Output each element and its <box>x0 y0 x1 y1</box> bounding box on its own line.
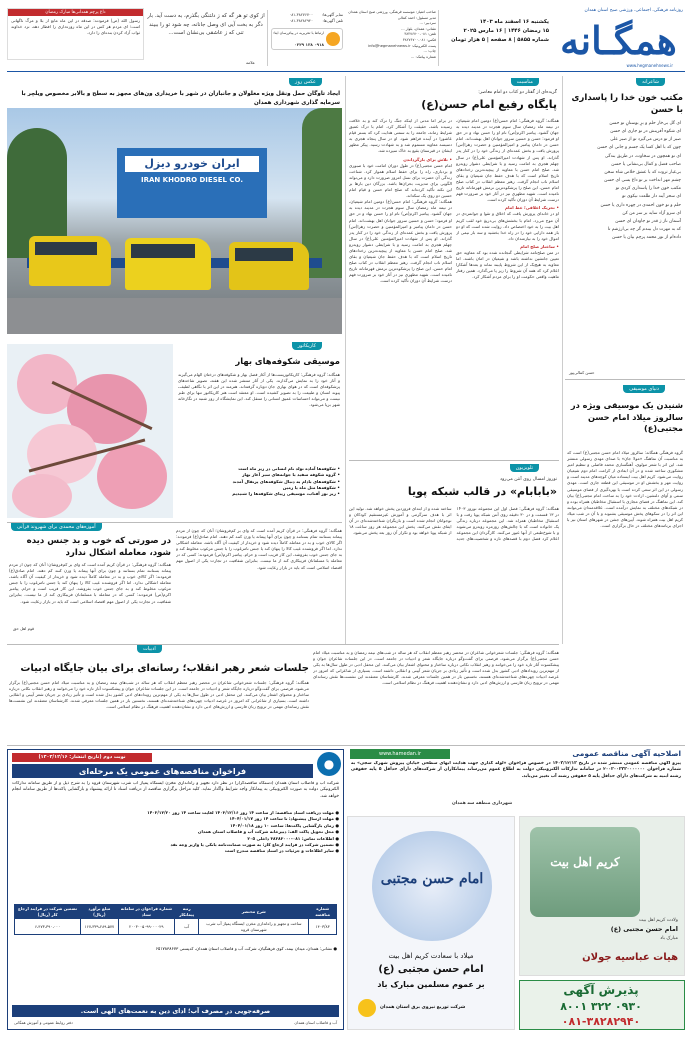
bullet-item: • زیر نور آفتاب، موسیقی زیبای شکوفه‌ها را شنیدیم <box>232 491 340 497</box>
article-body: گروه فرهنگی همگانه: سالروز میلاد امام حسن مجتبی(ع) است که به مناسبت آن نماهنگ «مولا جان» با صدای مهدی رسولی منتشر شد. این اثر با شعر مولوی، آهنگسازی محمد فاضلی و تنظیم امیر مشکوری ساخته شده و در آن ابعادی از کرامت امام دوم شیعیان روایت می‌شود. کریم اهل بیت ایستاده میان کوچه‌های مدینه است و روایت مهر و بخشش او در موسیقی این قطعه جاری است. مهدی رسولی در این اثر سعی کرده است با بهره‌گیری از فضای موسیقی سنتی و آوای دلنشین، ارادت خود را به ساحت امام مجتبی(ع) بیان کند. این نماهنگ در فضای مجازی با استقبال مخاطبان همراه بوده و در شبکه‌های مختلف به نمایش درآمده است. علاقه‌مندان می‌توانند این اثر را در سکوهای پخش موسیقی بشنوند و با آن در شب میلاد کریم اهل بیت همراه شوند. آیین‌های جشن در شهرهای استان نیز با اجرای برنامه‌های مختلف در حال برگزاری است. <box>567 450 683 529</box>
newspaper-logo: همگـانه <box>560 18 677 63</box>
advertising-title: پذیرش آگهی <box>563 983 639 997</box>
top-tagline: روزنامه فرهنگی، اجتماعی، ورزشی صبح استان همدان <box>584 8 683 13</box>
tender-address: ● نشانی: همدان، میدان بیمه، کوی فرهنگیان، شرکت آب و فاضلاب استان همدان، کدپستی ۶۵۱۷۸۳۸۶۷۳ <box>155 946 337 951</box>
section-label: عکس روز <box>289 78 322 86</box>
advertising-phone[interactable]: ۰۸۱-۳۸۲۸۲۹۴۰ <box>561 1015 641 1028</box>
correction-signoff: شهرداری منطقه سه همدان <box>452 801 513 806</box>
tender-slogan: صرفه‌جویی در مصرف آب؛ ادای دین به نعمت‌های الهی است. <box>12 1005 339 1017</box>
table-header: رتبه پیمانکار <box>175 905 199 919</box>
bullet-item: • شکوفه‌ها آماده تولد نام انسانی در زیر ماه است <box>238 466 340 471</box>
tender-ad <box>7 749 344 1030</box>
article-kicker: نوروز امسال روی آنتن می‌رود <box>500 477 557 482</box>
table-header: شرح مختصر <box>199 905 309 919</box>
section-label: مناسبت <box>511 78 539 86</box>
subhead: • تحریک اخلاقی؛ خط امام <box>504 205 559 211</box>
article-body: در برابر اما مدتی از اینکه جنگ را ترک کند و به خلافت رسیده باشد، حقیقت را آشکار کرد. امام با درک عمیق شرایط زمانه، جامعه را به سمتی هدایت کرد که بستر قیام عاشورا در آینده فراهم شود. او در سال پنجاه هجری به دسیسه معاویه مسموم شد و به شهادت رسید. پیکر مطهر ایشان در قبرستان بقیع به خاک سپرده شد. <box>349 118 452 154</box>
ramadan-label: داغ پرچم همدانی‌ها مبارک رمضان <box>8 9 143 16</box>
article-title: مکتب خون خدا را پاسداری با حسن <box>571 93 683 115</box>
tender-item: ● مهلت دریافت اسناد مناقصه: از ساعت ۱۴ روز ۱۴۰۳/۱۲/۱۶ لغایت ساعت ۱۴ روز ۱۴۰۳/۱۲/۲۰ <box>147 810 339 815</box>
newspaper-page <box>7 8 685 1030</box>
imprint-line: فکس: ۰۸۱-۳۸۲۷۶۷۰۰ <box>402 37 436 42</box>
greeting-ad-electricity <box>347 816 515 1030</box>
article-body: همگانه: گروه فرهنگی: فصل اول این مجموعه نوروز ۱۴۰۳ در ۱۳ قسمت و در ۳۰ دقیقه روی آنتن شبکه پویا رفت و با استقبال مخاطبان همراه شد. این مجموعه درباره زندگی یک خانواده است که با چالش‌های روزمره روبه‌رو می‌شوند و با شوخ‌طبعی از آنها عبور می‌کنند. کارگردان این مجموعه اعلام کرد فصل دوم با قصه‌های تازه و شخصیت‌های جدید ساخته شده و از ابتدای فروردین پخش خواهد شد. تولید این اثر با هدف سرگرمی و آموزش غیرمستقیم کودکان و نوجوانان انجام شده است و بازیگران شناخته‌شده‌ای در آن ایفای نقش می‌کنند. پخش این مجموعه هر روز ساعت ۱۸ از شبکه پویا خواهد بود و تکرار آن روز بعد پخش می‌شود. <box>349 506 559 542</box>
tender-brand: آب و فاضلاب استان همدان <box>294 1020 337 1025</box>
greeting-sub: بر عموم مسلمین مبارک باد <box>377 980 485 989</box>
greeting-line: ولادت کریم اهل بیت <box>639 918 678 923</box>
eitaa-icon <box>326 32 340 46</box>
van <box>29 236 111 286</box>
section-label: کاریکاتور <box>292 342 322 350</box>
power-company-logo <box>358 999 376 1017</box>
blossom-photo <box>7 344 173 518</box>
municipality-url[interactable]: www.hamedan.ir <box>350 749 450 759</box>
van <box>125 238 211 290</box>
table-header: مبلغ برآورد (ریال) <box>81 905 119 919</box>
qr-phone: ۰۹۱۸ ۱۳۸ ۰۲۲۹ <box>294 42 324 47</box>
table-cell: ۲۰۰۳۰۰۵۰۹۹۰۰۰۰۲۹ <box>118 919 175 935</box>
quran-block <box>7 522 342 634</box>
article-kicker: گزیده‌ای از گفتار دو کتاب دو امام معاصر: <box>478 90 557 95</box>
greeting-name: امام حسن مجتبی (ع) <box>610 925 678 933</box>
site-url[interactable]: www.hegmanehnews.ir <box>626 63 673 68</box>
article-body: همگانه: گروه فرهنگی: امام حسن(ع) دومین امام شیعیان، در نیمه ماه رمضان سال سوم هجرت در مدینه دیده به جهان گشود. پیامبر اکرم(ص) نام او را حسن نهاد و در حق او فرمود: حسن و حسین سرور جوانان اهل بهشت‌اند. امام حسن در دامان پیامبر و امیرالمؤمنین و حضرت زهرا(س) پرورش یافت و بخش عمده‌ای از زندگی خود را در کنار پدر گذراند. او پس از شهادت امیرالمؤمنین علی(ع) در سال چهلم هجری به امامت رسید و با شرایطی دشوار روبه‌رو شد. صلح امام حسن با معاویه از پیچیده‌ترین رخدادهای تاریخ اسلام است که با هدف حفظ جان شیعیان و بقای اسلام ناب انجام گرفت. رهبر معظم انقلاب در کتاب صلح امام حسن، این صلح را پرشکوه‌ترین نرمش قهرمانانه تاریخ نامیده است. شهید مطهری نیز در آثار خود بر ضرورت فهم درست شرایط آن دوران تأکید کرده است. <box>456 118 559 203</box>
tender-table <box>14 904 337 935</box>
section-label: ادبیات <box>137 645 162 653</box>
article-title: جلسات شعر رهبر انقلاب؛ رسانه‌ای برای بیان جایگاه ادبیات <box>20 663 309 674</box>
imprint-line: مدیر مسئول: احمد کمالی <box>397 15 436 20</box>
ramadan-text: رسول الله (ص) فرمودند: صدقه در این ماه مانع از بلا و مرگ ناگهانی است؛ ای مردم هر کس در این ماه روزه‌داری را افطار دهد، نزد خداوند ثواب آزاد کردن بنده‌ای را دارد. <box>11 18 140 36</box>
van <box>229 242 309 290</box>
subhead: • ساختار صلح امام <box>520 243 559 249</box>
building-sign-en: IRAN KHODRO DIESEL CO. <box>140 176 244 184</box>
tender-org: دفتر روابط عمومی و آموزش همگانی <box>14 1020 73 1025</box>
signoff: قوم اهل حق <box>13 626 35 631</box>
imprint-line: چاپ: ... <box>423 49 436 54</box>
article-body: امام حسن مجتبی(ع) در طول دوران امامت خود با صبوری و بردباری، راه را برای حفظ اسلام هموار کرد. شناخت زندگی آن حضرت برای نسل امروز ضرورت دارد و می‌تواند الگویی برای مدیریت بحران‌ها باشد. بزرگان دین بارها بر این نکته تأکید کرده‌اند که صلح امام حسن و قیام امام حسین دو روی یک سکه‌اند. <box>349 162 452 199</box>
article-col-left <box>349 118 452 458</box>
date-hijri-gregorian: ۱۵ رمضان ۱۴۴۶ | ۱۶ مارس ۲۰۲۵ <box>463 28 549 34</box>
date-persian: یکشنبه ۱۶ اسفند ماه ۱۴۰۳ <box>479 19 549 25</box>
poem-quote: از کوی تو هر گه که ز دلتنگی بگذرم، به دست آید. بار دگر به بخت آیی ای وصل جانانه، چه شود تو را ببیند تنی که ز عاشقی بی‌نشان است... <box>147 13 265 36</box>
issue-number: شماره ۵۸۵۵ | ۸ صفحه | ۵ هزار تومان <box>451 37 549 43</box>
ads-label: نمابر آگهی‌ها: <box>322 12 343 17</box>
tender-item: ● زمان بازگشایی پاکت‌ها: ساعت ۱۰ روز ۱۴۰۴/۰۱/۱۸ <box>230 822 339 828</box>
article-body: در متن صلح‌نامه شرایطی گنجانده شده بود که معاویه حق تعیین جانشین نداشته باشد و شیعیان در امان باشند. اما معاویه به هیچ‌یک از این شروط پایبند نماند و بعدها آشکارا اعلام کرد که همه آن شروط را زیر پا می‌گذارد. همین رفتار ماهیت واقعی حکومت او را برای مردم آشکار کرد. <box>456 249 559 280</box>
tender-item: ● تضمین شرکت در فرایند ارجاع کار: به صورت ضمانت‌نامه بانکی یا واریز وجه نقد <box>170 842 339 848</box>
masthead-logo-block <box>440 8 685 70</box>
tender-title: فراخوان مناقصه‌های عمومی یک مرحله‌ای <box>12 764 313 778</box>
photo-caption: ایجاد تاوگان حمل ونقل ویژه معلولان و جانبازان در شهر با خریداری ون‌های مجهز به سطح و بالابر مخصوص ویلچر با سرمایه گذاری شهرداری همدان <box>21 91 340 106</box>
ads-label: تلفن آگهی‌ها: <box>322 18 343 23</box>
article-title: شنیدن یک موسیقی ویژه در سالروز میلاد امام حسن مجتبی(ع) <box>570 400 683 433</box>
ads-phone: ۰۸۱-۳۸۲۸۲۹۴۰ <box>289 18 313 23</box>
table-header: شماره مناقصه <box>309 905 337 919</box>
imprint-line: سردبیر: ... <box>419 21 436 26</box>
tender-item: ● اطلاعات تماس: ۰۸۱-۳۸۲۸۳۰۰۰ داخلی ۲۰۵ <box>247 835 339 841</box>
table-cell: ۱۴۰۳/۸۳ <box>309 919 337 935</box>
section-label: آموزه‌های محمدی برای شهروند قرآنی <box>11 523 102 531</box>
literature-block <box>7 644 559 744</box>
caricature-block <box>176 342 342 518</box>
shrine-image <box>530 827 640 917</box>
bullet-item: • شکوفه‌های بادام به دنبال شکوفه‌های پرتقال آمدند <box>232 478 340 484</box>
ads-contact-block <box>313 12 343 24</box>
article-body: همگانه: گروه فرهنگی: در قرآن کریم آمده است که وای بر کم‌فروشان؛ آنان که چون از مردم پیمانه بستانند تمام بستانند و چون برای آنها پیمانه یا وزن کنند کم دهند. امام صادق(ع) فرمودند: اگر کالای خوب و بد در معامله کاملاً دیده شود و خریدار از کیفیت آن آگاه باشد، معامله اشکالی ندارد. اما اگر فروشنده عیب کالا را پنهان کند یا جنس نامرغوب را با جنس مرغوب مخلوط کند و به جای جنس خوب بفروشد، این کار فریب است و حرام. پیامبر اکرم(ص) فرمودند: کسی که در معامله با مسلمانان فریبکاری کند از ما نیست. بنابراین شفافیت در تجارت یکی از اصول مهم اقتصاد اسلامی است که باید در بازار رعایت شود. <box>9 562 171 604</box>
article-body: همگانه: گروه فرهنگی: امام حسن(ع) دومین امام شیعیان، در نیمه ماه رمضان سال سوم هجرت در مدینه دیده به جهان گشود. پیامبر اکرم(ص) نام او را حسن نهاد و در حق او فرمود: حسن و حسین سرور جوانان اهل بهشت‌اند. امام حسن در دامان پیامبر و امیرالمؤمنین و حضرت زهرا(س) پرورش یافت و بخش عمده‌ای از زندگی خود را در کنار پدر گذراند. او پس از شهادت امیرالمؤمنین علی(ع) در سال چهلم هجری به امامت رسید و با شرایطی دشوار روبه‌رو شد. صلح امام حسن با معاویه از پیچیده‌ترین رخدادهای تاریخ اسلام است که با هدف حفظ جان شیعیان و بقای اسلام ناب انجام گرفت. رهبر معظم انقلاب در کتاب صلح امام حسن، این صلح را پرشکوه‌ترین نرمش قهرمانانه تاریخ نامیده است. شهید مطهری نیز در آثار خود بر ضرورت فهم درست شرایط آن دوران تأکید کرده است. <box>349 199 452 284</box>
right-column <box>565 78 685 644</box>
bullet-item: • شکوفه‌ها مثل ماه یا زمین <box>282 484 340 490</box>
section-label: تلویزیون <box>510 464 539 472</box>
poem-body: ای گل بی‌خار حلم و برِ بوستانِ تو حسن ای شکوه آفرینش در تو جاری ای حسن صبر از تو درس می‌گیرد تو از صبر علی چون که با اهل کسا یک جسم و جانی ای حسن ای تو همچون در سخاوت، در طریق بندگی صاحب فضل و کمال بی‌نشانی یا حسن بی‌غبار ثروت که با عشق خلاص شاه سخن چشم مهر انداخت بر تو داغ بسی ای حسن مکتب خون خدا را پاسداری کردی تو ای سحر آینه دار طلعت نیکوی تو حلم و تو خون احمدی در چهره داری یا حسن ای سرو آزاد سایه بر سر من کن آسمان ناز ز قدر تو جاودان ای حسن که به مهرت دل ببندم گر چه بی‌ارزشم تا داده‌ام از نور محمد پرچم بیان یا حسن <box>597 121 681 241</box>
greeting-line: میلاد با سعادت کریم اهل بیت <box>388 952 474 960</box>
section-label: دنیای موسیقی <box>623 385 665 393</box>
correction-title: اصلاحیه آگهی مناقصه عمومی <box>572 749 681 758</box>
road <box>7 298 342 334</box>
quote-author: علامه <box>245 60 255 65</box>
imprint-line: نشانی: همدان، بلوار ... <box>401 26 436 31</box>
table-header: شماره فراخوان در سامانه ستاد <box>118 905 175 919</box>
ramadan-box <box>7 8 144 60</box>
table-cell: ساخت و تجهیز و راه‌اندازی مخزن ایستگاه پمپاژ آب شرب شهرستان قروه <box>199 919 309 935</box>
table-row <box>15 919 337 935</box>
poet-name: حسن کمالی‌پور <box>569 370 595 375</box>
subhead: • تلاش برای بازگرداندن <box>403 156 452 162</box>
article-title: در صورتی که خوب و بد جنس دیده شود، معامله اشکال ندارد <box>26 536 171 558</box>
imprint-line: صاحب امتیاز: موسسه فرهنگی، ورزشی صبح استان همدان <box>348 10 436 14</box>
tender-intro: شرکت آب و فاضلاب استان همدان (دستگاه مناقصه‌گزار) در نظر دارد تجهیز و راه‌اندازی مخزن ایستگاه پمپاژ آب شرب شهرستان قروه را به شرح ذیل و از طریق سامانه تدارکات الکترونیکی دولت به صورت الکترونیکی به پیمانکار واجد شرایط واگذار نماید. کلیه مراحل برگزاری مناقصه از دریافت اسناد تا ارائه پیشنهاد و بازگشایی پاکت‌ها از طریق سامانه انجام خواهد شد. <box>12 781 339 799</box>
article-body: همگانه: گروه فرهنگی: کاریکاتوریست‌ها از آغاز فصل بهار و شکوفه‌های درختان الهام می‌گیرند و آثار خود را به نمایش می‌گذارند. یکی از آثار منتشر شده این هفته، تصویر شاخه‌های پرشکوفه‌ای است که در هوای بهاری جان دوباره گرفته‌اند. هنرمند در این اثر با نگاهی لطیف، پیوند انسان و طبیعت را به تصویر کشیده است. او معتقد است هنر کاریکاتور تنها برای طنز نیست و می‌تواند احساسات عمیق انسانی را منتقل کند. این نمایشگاه از روز شنبه در نگارخانه شهر برپا می‌شود. <box>178 372 340 408</box>
calligraphy-text: امام حسن مجتبی <box>380 871 484 887</box>
photo-of-day <box>7 78 342 336</box>
table-cell: ۱۶۷،۳۳۹،۲۸۹،۵۷۷ <box>81 919 119 935</box>
ads-phone: ۰۸۱-۳۸۲۷۶۷۰۰ <box>289 12 313 17</box>
article-body: او در خانه‌ای پرورش یافت که اخلاق و تقوا و جوانمردی در آن موج می‌زد. امام با بخشش‌های بی‌دریغ خود لقب کریم اهل بیت را به خود اختصاص داد. روایت شده است که او دو بار همه دارایی خود را در راه خدا بخشید و سه بار نیمی از اموال خود را به نیازمندان داد. <box>456 211 559 241</box>
tender-item: ● سایر اطلاعات و جزئیات در اسناد مناقصه مندرج است <box>224 848 339 854</box>
article-imam-hasan <box>349 78 559 644</box>
correction-body: پیرو آگهی مناقصه عمومی منتشر شده در تاریخ ۱۴۰۳/۱۲/۱۳ در خصوص فراخوان «لوله گذاری جهت هدایت آبهای سطحی خیابان پیروش شهرک سجی» به شماره فراخوان ۲۰۰۳۰۰۳۳۳۰۰۰۰۰۰۰ در سامانه تدارکات الکترونیکی دولت به اطلاع عموم می‌رساند پیمانکاران از شرکت‌های دارای حداقل ۵ پایه حقوقی رشته ابنیه به شرکت‌های دارای حداقل پایه ۵ حقوقی رشته آب تغییر می‌یابد. <box>351 761 681 779</box>
imprint-line: شماره پیامک: ... <box>410 54 436 59</box>
tender-publish-label: نوبت دوم (تاریخ انتشار: ۱۴۰۳/۱۲/۱۶) <box>12 753 152 762</box>
article-title: پایگاه رفیع امام حسن(ع) <box>421 98 557 111</box>
imprint-line: تلفن: ۰۸۱-۳۸۲۷۶۷۰۰ <box>404 32 436 37</box>
article-title: موسیقی شکوفه‌های بهار <box>235 356 340 366</box>
greeting-signoff: هیات عباسیه جولان <box>582 952 678 963</box>
article-col-right <box>456 118 559 458</box>
qr-label: ارتباط با تحریریه در پیام‌رسان ایتا: <box>273 31 324 35</box>
greeting-signoff: شرکت توزیع نیروی برق استان همدان <box>380 1005 466 1010</box>
imprint-block <box>346 10 436 60</box>
table-cell: آب <box>175 919 199 935</box>
article-body: همگانه: گروه فرهنگی: در قرآن کریم آمده است که وای بر کم‌فروشان؛ آنان که چون از مردم پیمانه بستانند تمام بستانند و چون برای آنها پیمانه یا وزن کنند کم دهند. امام صادق(ع) فرمودند: اگر کالای خوب و بد در معامله کاملاً دیده شود و خریدار از کیفیت آن آگاه باشد، معامله اشکالی ندارد. اما اگر فروشنده عیب کالا را پنهان کند یا جنس نامرغوب را با جنس مرغوب مخلوط کند و به جای جنس خوب بفروشد، این کار فریب است و حرام. پیامبر اکرم(ص) فرمودند: کسی که در معامله با مسلمانان فریبکاری کند از ما نیست. بنابراین شفافیت در تجارت یکی از اصول مهم اقتصاد اسلامی است که باید در بازار رعایت شود. <box>176 528 342 570</box>
greeting-line: مبارک باد <box>660 936 678 941</box>
article-body: همگانه: گروه فرهنگی: جلسات شعرخوانی شاعران در محضر رهبر معظم انقلاب که هر ساله در شب‌های نیمه رمضان و به مناسبت میلاد امام حسن مجتبی(ع) برگزار می‌شود، فرصتی برای گفت‌وگو درباره جایگاه شعر و ادبیات در جامعه است. در این جلسات شاعران جوان و پیشکسوت آثار تازه خود را می‌خوانند و رهبر انقلاب نکاتی درباره ساختار و محتوای اشعار بیان می‌کنند. این محفل ادبی در طول سال‌ها به یکی از مهم‌ترین رویدادهای ادبی کشور بدل شده است و تأثیر زیادی بر جریان شعر آیینی و انقلابی داشته است. بسیاری از شاعرانی که امروز در عرصه ادبیات چهره‌های شناخته‌شده‌ای هستند، نخستین بار در همین جلسات معرفی شدند. کارشناسان معتقدند این نشست‌ها نقش رسانه‌ای مهمی در ترویج زبان فارسی و ارزش‌های ادبی دارد و نشان‌دهنده اهمیت فرهنگ در نظام اسلامی است. <box>313 650 559 686</box>
table-header: تضمین شرکت در فرایند ارجاع کار (ریال) <box>15 905 81 919</box>
tender-item: ● محل تحویل پاکت الف: دبیرخانه شرکت آب و فاضلاب استان همدان <box>197 829 339 835</box>
building-sign: ایران خودرو دیزل <box>125 156 259 172</box>
water-drop-icon: ● <box>317 752 341 776</box>
calligraphy-text: کریم اهل بیت <box>550 855 620 869</box>
correction-ad <box>348 749 685 813</box>
greeting-ad-heyat <box>519 816 685 976</box>
section-label: شاعرانه <box>636 78 665 86</box>
article-title: «بابابام» در قالب شبکه پویا <box>407 485 557 498</box>
imprint-line: پست الکترونیک: info@hegmanehnews.ir <box>368 43 436 48</box>
advertising-phone[interactable]: ۰۹۳۰ ۳۲۲ ۸۰۰۱ <box>560 1000 642 1013</box>
photo-image <box>7 108 342 334</box>
article-body: همگانه: گروه فرهنگی: جلسات شعرخوانی شاعران در محضر رهبر معظم انقلاب که هر ساله در شب‌های نیمه رمضان و به مناسبت میلاد امام حسن مجتبی(ع) برگزار می‌شود، فرصتی برای گفت‌وگو درباره جایگاه شعر و ادبیات در جامعه است. در این جلسات شاعران جوان و پیشکسوت آثار تازه خود را می‌خوانند و رهبر انقلاب نکاتی درباره ساختار و محتوای اشعار بیان می‌کنند. این محفل ادبی در طول سال‌ها به یکی از مهم‌ترین رویدادهای ادبی کشور بدل شده است و تأثیر زیادی بر جریان شعر آیینی و انقلابی داشته است. بسیاری از شاعرانی که امروز در عرصه ادبیات چهره‌های شناخته‌شده‌ای هستند، نخستین بار در همین جلسات معرفی شدند. کارشناسان معتقدند این نشست‌ها نقش رسانه‌ای مهمی در ترویج زبان فارسی و ارزش‌های ادبی دارد و نشان‌دهنده اهمیت فرهنگ در نظام اسلامی است. <box>9 680 309 710</box>
table-cell: ۶،۴۷۳،۳۹۰،۰۰۰ <box>15 919 81 935</box>
bullet-item: • گروه شکوفه سفید با جوانه‌های سبز آغاز بهار <box>242 472 340 478</box>
advertising-box <box>519 980 685 1030</box>
tender-item: ● مهلت ارسال پیشنهاد: تا ساعت ۱۴ روز ۱۴۰۴/۰۱/۱۷ <box>229 816 339 822</box>
greeting-name: امام حسن مجتبی (ع) <box>378 964 484 975</box>
qr-box <box>271 28 343 50</box>
